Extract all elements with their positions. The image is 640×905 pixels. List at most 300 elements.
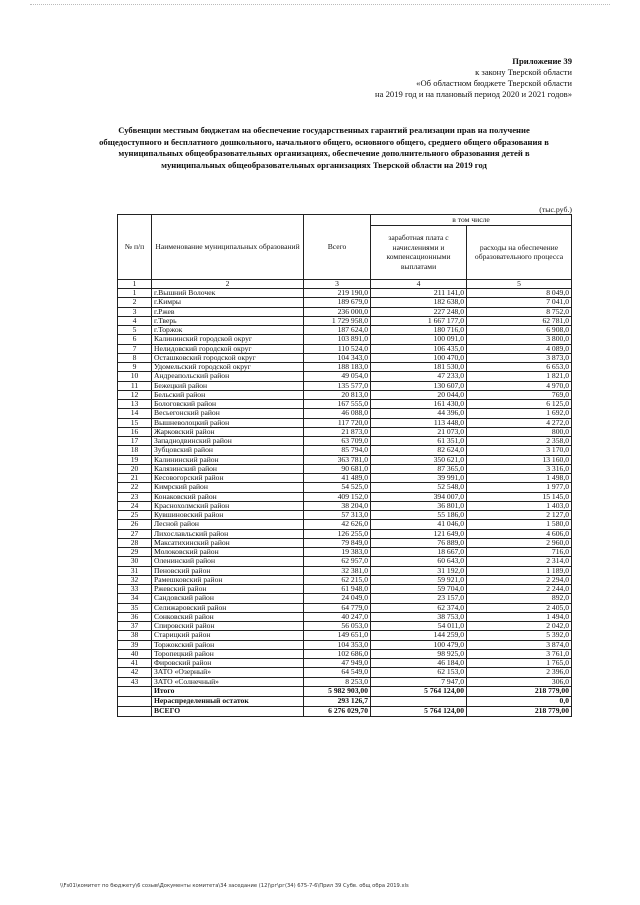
total-value: 21 873,0 xyxy=(304,427,371,436)
table-row xyxy=(118,455,572,464)
column-number: 3 xyxy=(304,280,371,289)
table-row xyxy=(118,566,572,575)
total-value: 104 353,0 xyxy=(304,640,371,649)
expenses-value: 8 049,0 xyxy=(467,289,572,298)
expenses-value: 3 800,0 xyxy=(467,335,572,344)
row-number: 8 xyxy=(118,353,152,362)
row-number: 30 xyxy=(118,557,152,566)
total-value: 79 849,0 xyxy=(304,538,371,547)
row-number: 1 xyxy=(118,289,152,298)
column-number: 5 xyxy=(467,280,572,289)
municipality-name: Вышневолоцкий район xyxy=(152,418,304,427)
salary-value: 61 351,0 xyxy=(371,437,467,446)
expenses-value: 2 042,0 xyxy=(467,622,572,631)
municipality-name: Молоковский район xyxy=(152,548,304,557)
row-number: 15 xyxy=(118,418,152,427)
subsidy-table xyxy=(117,214,572,717)
total-value: 40 247,0 xyxy=(304,612,371,621)
total-value: 187 624,0 xyxy=(304,326,371,335)
subsidy-table-body xyxy=(118,215,572,717)
table-row xyxy=(118,501,572,510)
row-number: 40 xyxy=(118,649,152,658)
table-row xyxy=(118,511,572,520)
table-row xyxy=(118,446,572,455)
expenses-value: 1 498,0 xyxy=(467,474,572,483)
row-number: 34 xyxy=(118,594,152,603)
table-row xyxy=(118,381,572,390)
row-number: 29 xyxy=(118,548,152,557)
row-number: 35 xyxy=(118,603,152,612)
row-number: 3 xyxy=(118,307,152,316)
total-value: 104 343,0 xyxy=(304,353,371,362)
row-number: 37 xyxy=(118,622,152,631)
municipality-name: Ржевский район xyxy=(152,585,304,594)
table-row xyxy=(118,400,572,409)
expenses-value: 2 405,0 xyxy=(467,603,572,612)
table-row xyxy=(118,603,572,612)
table-row xyxy=(118,307,572,316)
row-number: 42 xyxy=(118,668,152,677)
table-row xyxy=(118,612,572,621)
total-value: 85 794,0 xyxy=(304,446,371,455)
salary-value: 394 007,0 xyxy=(371,492,467,501)
table-row xyxy=(118,668,572,677)
municipality-name: ЗАТО «Солнечный» xyxy=(152,677,304,686)
expenses-value: 13 160,0 xyxy=(467,455,572,464)
table-row xyxy=(118,659,572,668)
total-value: 63 709,0 xyxy=(304,437,371,446)
salary-value: 47 233,0 xyxy=(371,372,467,381)
row-number: 24 xyxy=(118,501,152,510)
table-row xyxy=(118,538,572,547)
row-number: 11 xyxy=(118,381,152,390)
municipality-name: Старицкий район xyxy=(152,631,304,640)
row-number: 27 xyxy=(118,529,152,538)
expenses-value: 1 692,0 xyxy=(467,409,572,418)
column-number: 1 xyxy=(118,280,152,289)
salary-value: 180 716,0 xyxy=(371,326,467,335)
municipality-name: Осташковский городской округ xyxy=(152,353,304,362)
row-number: 43 xyxy=(118,677,152,686)
expenses-value: 2 396,0 xyxy=(467,668,572,677)
total-value: 219 190,0 xyxy=(304,289,371,298)
table-row xyxy=(118,372,572,381)
salary-value: 100 091,0 xyxy=(371,335,467,344)
row-number: 39 xyxy=(118,640,152,649)
salary-value: 211 141,0 xyxy=(371,289,467,298)
row-number: 5 xyxy=(118,326,152,335)
table-row xyxy=(118,390,572,399)
total-value: 62 957,0 xyxy=(304,557,371,566)
table-row xyxy=(118,649,572,658)
expenses-value: 800,0 xyxy=(467,427,572,436)
column-number: 4 xyxy=(371,280,467,289)
scan-artifact-line xyxy=(30,4,610,7)
expenses-value: 1 977,0 xyxy=(467,483,572,492)
appendix-header xyxy=(272,56,572,100)
table-row xyxy=(118,474,572,483)
header-including: в том числе xyxy=(371,215,572,226)
total-value: 188 183,0 xyxy=(304,363,371,372)
expenses-value: 892,0 xyxy=(467,594,572,603)
salary-value: 60 643,0 xyxy=(371,557,467,566)
table-row xyxy=(118,326,572,335)
total-value: 1 729 958,0 xyxy=(304,316,371,325)
municipality-name: Лихославльский район xyxy=(152,529,304,538)
table-row xyxy=(118,594,572,603)
municipality-name: г.Торжок xyxy=(152,326,304,335)
row-number: 18 xyxy=(118,446,152,455)
municipality-name: Сонковский район xyxy=(152,612,304,621)
salary-value: 7 947,0 xyxy=(371,677,467,686)
municipality-name: Калязинский район xyxy=(152,464,304,473)
municipality-name: Зубцовский район xyxy=(152,446,304,455)
municipality-name: Кимрский район xyxy=(152,483,304,492)
table-row xyxy=(118,631,572,640)
table-row xyxy=(118,575,572,584)
salary-value: 20 044,0 xyxy=(371,390,467,399)
salary-value: 350 621,0 xyxy=(371,455,467,464)
total-value: 90 681,0 xyxy=(304,464,371,473)
municipality-name: Сандовский район xyxy=(152,594,304,603)
salary-value: 76 889,0 xyxy=(371,538,467,547)
municipality-name: Жарковский район xyxy=(152,427,304,436)
salary-value: 82 624,0 xyxy=(371,446,467,455)
totals-label: Итого xyxy=(152,686,304,696)
expenses-value: 2 244,0 xyxy=(467,585,572,594)
totals-label: ВСЕГО xyxy=(152,706,304,716)
municipality-name: Спировский район xyxy=(152,622,304,631)
expenses-value: 2 960,0 xyxy=(467,538,572,547)
salary-value: 46 184,0 xyxy=(371,659,467,668)
table-header-row xyxy=(118,215,572,226)
row-number: 2 xyxy=(118,298,152,307)
salary-value: 21 073,0 xyxy=(371,427,467,436)
table-row xyxy=(118,437,572,446)
expenses-value: 2 314,0 xyxy=(467,557,572,566)
total-value: 103 891,0 xyxy=(304,335,371,344)
expenses-value: 716,0 xyxy=(467,548,572,557)
total-value: 363 781,0 xyxy=(304,455,371,464)
header-expenses: расходы на обеспечение образовательного процесса xyxy=(467,225,572,279)
municipality-name: Калининский городской округ xyxy=(152,335,304,344)
total-value: 56 053,0 xyxy=(304,622,371,631)
table-row xyxy=(118,335,572,344)
row-number: 9 xyxy=(118,363,152,372)
row-number: 28 xyxy=(118,538,152,547)
municipality-name: Торжокский район xyxy=(152,640,304,649)
expenses-value: 1 821,0 xyxy=(467,372,572,381)
row-number: 25 xyxy=(118,511,152,520)
row-number: 14 xyxy=(118,409,152,418)
row-number: 26 xyxy=(118,520,152,529)
municipality-name: Оленинский район xyxy=(152,557,304,566)
municipality-name: г.Ржев xyxy=(152,307,304,316)
expenses-value: 3 874,0 xyxy=(467,640,572,649)
expenses-value: 6 125,0 xyxy=(467,400,572,409)
salary-value: 106 435,0 xyxy=(371,344,467,353)
row-number: 19 xyxy=(118,455,152,464)
table-row xyxy=(118,316,572,325)
row-number: 22 xyxy=(118,483,152,492)
total-value: 117 720,0 xyxy=(304,418,371,427)
expenses-value: 2 294,0 xyxy=(467,575,572,584)
expenses-value: 1 403,0 xyxy=(467,501,572,510)
table-row xyxy=(118,289,572,298)
salary-value: 36 801,0 xyxy=(371,501,467,510)
totals-row xyxy=(118,706,572,716)
expenses-value: 306,0 xyxy=(467,677,572,686)
row-number: 31 xyxy=(118,566,152,575)
totals-row xyxy=(118,686,572,696)
empty-cell xyxy=(118,686,152,696)
salary-value: 62 374,0 xyxy=(371,603,467,612)
table-row xyxy=(118,344,572,353)
total-value: 32 381,0 xyxy=(304,566,371,575)
salary-value: 98 925,0 xyxy=(371,649,467,658)
salary-value: 23 157,0 xyxy=(371,594,467,603)
salary-value: 100 470,0 xyxy=(371,353,467,362)
unit-label: (тыс.руб.) xyxy=(539,205,572,214)
municipality-name: Нелидовский городской округ xyxy=(152,344,304,353)
salary-value: 52 548,0 xyxy=(371,483,467,492)
salary-value: 55 186,0 xyxy=(371,511,467,520)
table-row xyxy=(118,363,572,372)
total-value: 126 255,0 xyxy=(304,529,371,538)
total-value: 102 686,0 xyxy=(304,649,371,658)
total-value: 24 049,0 xyxy=(304,594,371,603)
expenses-value: 3 316,0 xyxy=(467,464,572,473)
totals-total-value: 6 276 029,70 xyxy=(304,706,371,716)
table-row xyxy=(118,483,572,492)
salary-value: 59 921,0 xyxy=(371,575,467,584)
row-number: 17 xyxy=(118,437,152,446)
row-number: 4 xyxy=(118,316,152,325)
salary-value: 130 607,0 xyxy=(371,381,467,390)
totals-expenses-value: 0,0 xyxy=(467,696,572,706)
expenses-value: 4 272,0 xyxy=(467,418,572,427)
total-value: 62 215,0 xyxy=(304,575,371,584)
salary-value: 113 448,0 xyxy=(371,418,467,427)
row-number: 13 xyxy=(118,400,152,409)
municipality-name: Селижаровский район xyxy=(152,603,304,612)
row-number: 12 xyxy=(118,390,152,399)
total-value: 135 577,0 xyxy=(304,381,371,390)
table-row xyxy=(118,640,572,649)
expenses-value: 3 170,0 xyxy=(467,446,572,455)
header-total: Всего xyxy=(304,215,371,280)
column-number-row xyxy=(118,280,572,289)
expenses-value: 5 392,0 xyxy=(467,631,572,640)
expenses-value: 4 970,0 xyxy=(467,381,572,390)
appendix-line-2: «Об областном бюджете Тверской области xyxy=(416,78,572,88)
total-value: 189 679,0 xyxy=(304,298,371,307)
municipality-name: Бологовский район xyxy=(152,400,304,409)
total-value: 38 204,0 xyxy=(304,501,371,510)
salary-value: 62 153,0 xyxy=(371,668,467,677)
salary-value: 59 704,0 xyxy=(371,585,467,594)
total-value: 46 088,0 xyxy=(304,409,371,418)
expenses-value: 1 494,0 xyxy=(467,612,572,621)
row-number: 16 xyxy=(118,427,152,436)
total-value: 61 948,0 xyxy=(304,585,371,594)
header-salary: заработная плата с начислениями и компенсационными выплатами xyxy=(371,225,467,279)
total-value: 54 525,0 xyxy=(304,483,371,492)
totals-label: Нераспределенный остаток xyxy=(152,696,304,706)
total-value: 149 651,0 xyxy=(304,631,371,640)
municipality-name: г.Тверь xyxy=(152,316,304,325)
table-row xyxy=(118,353,572,362)
salary-value: 121 649,0 xyxy=(371,529,467,538)
table-row xyxy=(118,557,572,566)
expenses-value: 1 765,0 xyxy=(467,659,572,668)
table-row xyxy=(118,520,572,529)
total-value: 47 949,0 xyxy=(304,659,371,668)
row-number: 10 xyxy=(118,372,152,381)
municipality-name: Максатихинский район xyxy=(152,538,304,547)
municipality-name: Кесовогорский район xyxy=(152,474,304,483)
row-number: 32 xyxy=(118,575,152,584)
table-row xyxy=(118,622,572,631)
table-row xyxy=(118,548,572,557)
municipality-name: Удомельский городской округ xyxy=(152,363,304,372)
row-number: 6 xyxy=(118,335,152,344)
salary-value: 182 638,0 xyxy=(371,298,467,307)
municipality-name: Калининский район xyxy=(152,455,304,464)
municipality-name: Лесной район xyxy=(152,520,304,529)
expenses-value: 1 189,0 xyxy=(467,566,572,575)
municipality-name: Андреапольский район xyxy=(152,372,304,381)
expenses-value: 7 041,0 xyxy=(467,298,572,307)
salary-value: 1 667 177,0 xyxy=(371,316,467,325)
expenses-value: 1 580,0 xyxy=(467,520,572,529)
expenses-value: 4 089,0 xyxy=(467,344,572,353)
total-value: 20 813,0 xyxy=(304,390,371,399)
expenses-value: 2 358,0 xyxy=(467,437,572,446)
municipality-name: Краснохолмский район xyxy=(152,501,304,510)
salary-value: 38 753,0 xyxy=(371,612,467,621)
salary-value: 41 046,0 xyxy=(371,520,467,529)
row-number: 23 xyxy=(118,492,152,501)
header-num: № п/п xyxy=(118,215,152,280)
total-value: 49 054,0 xyxy=(304,372,371,381)
totals-expenses-value: 218 779,00 xyxy=(467,686,572,696)
totals-salary-value: 5 764 124,00 xyxy=(371,686,467,696)
totals-salary-value: 5 764 124,00 xyxy=(371,706,467,716)
total-value: 64 549,0 xyxy=(304,668,371,677)
table-row xyxy=(118,418,572,427)
row-number: 20 xyxy=(118,464,152,473)
table-row xyxy=(118,677,572,686)
table-row xyxy=(118,464,572,473)
salary-value: 44 396,0 xyxy=(371,409,467,418)
municipality-name: Конаковский район xyxy=(152,492,304,501)
expenses-value: 3 873,0 xyxy=(467,353,572,362)
total-value: 57 313,0 xyxy=(304,511,371,520)
total-value: 8 253,0 xyxy=(304,677,371,686)
row-number: 7 xyxy=(118,344,152,353)
totals-salary-value xyxy=(371,696,467,706)
municipality-name: Западнодвинский район xyxy=(152,437,304,446)
salary-value: 181 530,0 xyxy=(371,363,467,372)
expenses-value: 4 606,0 xyxy=(467,529,572,538)
salary-value: 54 011,0 xyxy=(371,622,467,631)
total-value: 41 489,0 xyxy=(304,474,371,483)
total-value: 409 152,0 xyxy=(304,492,371,501)
row-number: 21 xyxy=(118,474,152,483)
empty-cell xyxy=(118,696,152,706)
row-number: 41 xyxy=(118,659,152,668)
table-row xyxy=(118,427,572,436)
document-title: Субвенции местным бюджетам на обеспечение государственных гарантий реализации прав на получение общедоступного и бесплатного дошкольного, начального общего, основного общего, среднего общего образования в муниципальных общеобразовательных организациях, обеспечение дополнительного образования детей в муниципальных общеобразовательных организациях Тверской области на 2019 год xyxy=(99,125,549,170)
municipality-name: Бельский район xyxy=(152,390,304,399)
total-value: 64 779,0 xyxy=(304,603,371,612)
row-number: 33 xyxy=(118,585,152,594)
expenses-value: 15 145,0 xyxy=(467,492,572,501)
empty-cell xyxy=(118,706,152,716)
municipality-name: г.Кимры xyxy=(152,298,304,307)
expenses-value: 62 781,0 xyxy=(467,316,572,325)
salary-value: 227 248,0 xyxy=(371,307,467,316)
appendix-line-3: на 2019 год и на плановый период 2020 и 2021 годов» xyxy=(375,89,572,99)
municipality-name: Весьегонский район xyxy=(152,409,304,418)
table-row xyxy=(118,298,572,307)
municipality-name: Рамешковский район xyxy=(152,575,304,584)
table-row xyxy=(118,492,572,501)
file-path-footer: \\Fs01\комитет по бюджету\6 созыв\Документы комитета\34 заседание (12)\рг\рг(34) 675-7-6\Прил 39 Субв. общ обра 2019.xls xyxy=(60,883,409,889)
municipality-name: Пеновский район xyxy=(152,566,304,575)
municipality-name: Торопецкий район xyxy=(152,649,304,658)
expenses-value: 6 908,0 xyxy=(467,326,572,335)
table-row xyxy=(118,409,572,418)
expenses-value: 6 653,0 xyxy=(467,363,572,372)
totals-expenses-value: 218 779,00 xyxy=(467,706,572,716)
salary-value: 144 259,0 xyxy=(371,631,467,640)
table-row xyxy=(118,585,572,594)
totals-total-value: 5 982 903,00 xyxy=(304,686,371,696)
expenses-value: 8 752,0 xyxy=(467,307,572,316)
salary-value: 31 192,0 xyxy=(371,566,467,575)
total-value: 236 000,0 xyxy=(304,307,371,316)
appendix-label: Приложение 39 xyxy=(512,56,572,66)
header-name: Наименование муниципальных образований xyxy=(152,215,304,280)
totals-total-value: 293 126,7 xyxy=(304,696,371,706)
expenses-value: 2 127,0 xyxy=(467,511,572,520)
salary-value: 100 479,0 xyxy=(371,640,467,649)
appendix-line-1: к закону Тверской области xyxy=(475,67,572,77)
row-number: 38 xyxy=(118,631,152,640)
municipality-name: Фировский район xyxy=(152,659,304,668)
table-row xyxy=(118,529,572,538)
municipality-name: г.Вышний Волочек xyxy=(152,289,304,298)
municipality-name: Бежецкий район xyxy=(152,381,304,390)
total-value: 19 383,0 xyxy=(304,548,371,557)
municipality-name: Кувшиновский район xyxy=(152,511,304,520)
municipality-name: ЗАТО «Озерный» xyxy=(152,668,304,677)
total-value: 167 555,0 xyxy=(304,400,371,409)
expenses-value: 3 761,0 xyxy=(467,649,572,658)
column-number: 2 xyxy=(152,280,304,289)
total-value: 42 626,0 xyxy=(304,520,371,529)
salary-value: 161 430,0 xyxy=(371,400,467,409)
salary-value: 87 365,0 xyxy=(371,464,467,473)
expenses-value: 769,0 xyxy=(467,390,572,399)
salary-value: 18 667,0 xyxy=(371,548,467,557)
totals-row xyxy=(118,696,572,706)
row-number: 36 xyxy=(118,612,152,621)
total-value: 110 524,0 xyxy=(304,344,371,353)
salary-value: 39 991,0 xyxy=(371,474,467,483)
